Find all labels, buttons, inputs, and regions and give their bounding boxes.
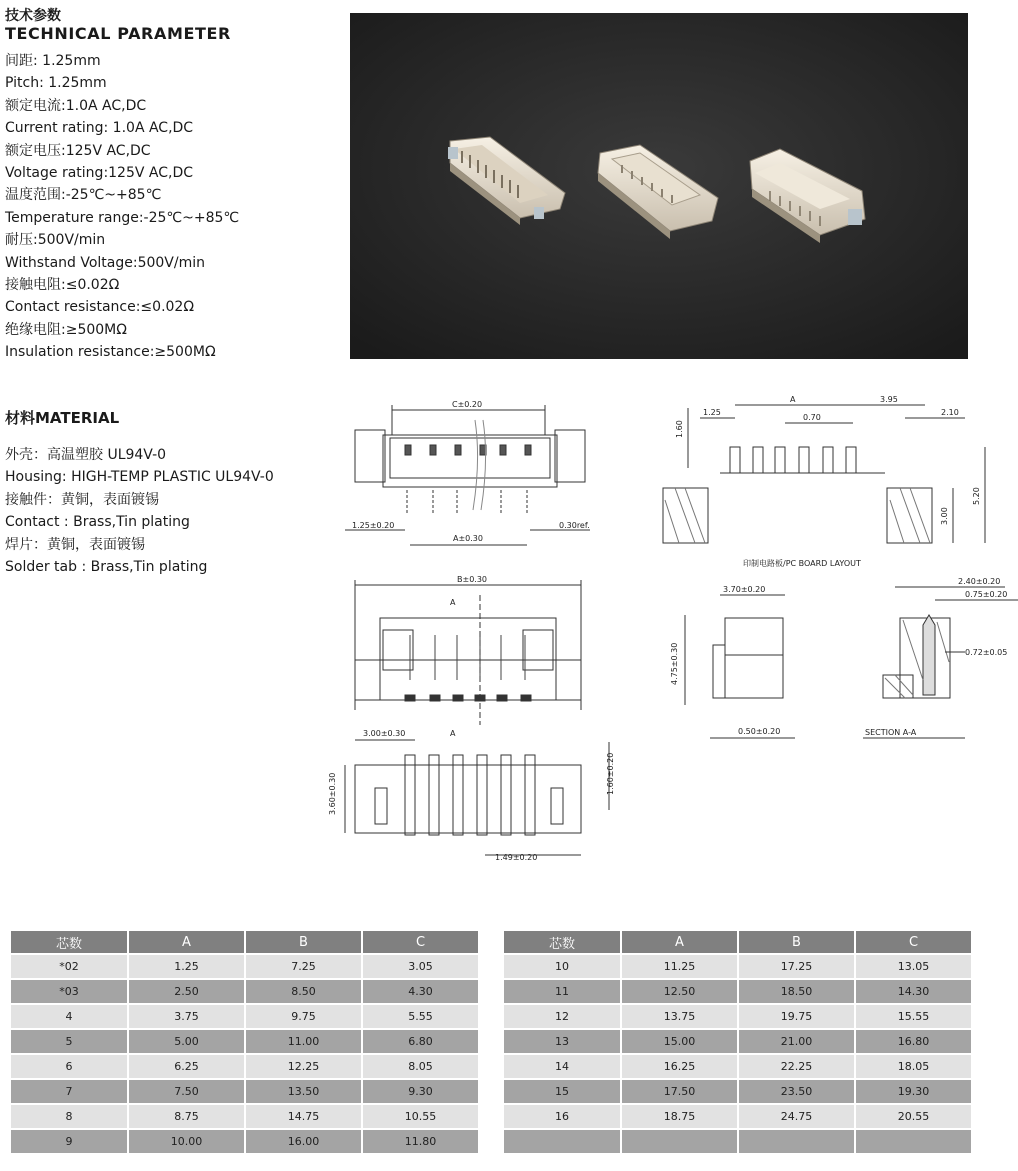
- cell: 13.50: [246, 1080, 361, 1103]
- table-row: [11, 955, 478, 978]
- cell: 8.75: [129, 1105, 244, 1128]
- spec-line: Voltage rating:125V AC,DC: [5, 165, 194, 182]
- material-line: 焊片：黄铜，表面镀锡: [5, 536, 145, 553]
- cell: 5.00: [129, 1030, 244, 1053]
- table-row: [504, 1130, 971, 1153]
- header-pins: 芯数: [504, 931, 620, 953]
- spec-line: 间距: 1.25mm: [5, 53, 101, 69]
- cell: 15: [504, 1080, 620, 1103]
- cell: 16.25: [622, 1055, 737, 1078]
- dim-bottom-height: 3.60±0.30: [328, 772, 337, 815]
- cell: 19.75: [739, 1005, 854, 1028]
- header-c: C: [856, 931, 971, 953]
- spec-line: Withstand Voltage:500V/min: [5, 254, 206, 271]
- spec-line: Pitch: 1.25mm: [5, 75, 107, 92]
- section-a-a: [863, 577, 1018, 738]
- material-title: 材料MATERIAL: [5, 409, 120, 427]
- cell: 5: [11, 1030, 127, 1053]
- table-row: [11, 1130, 478, 1153]
- dim-b: B±0.30: [457, 575, 488, 584]
- cell: 9.75: [246, 1005, 361, 1028]
- front-view: [345, 400, 590, 545]
- dim-ref: 0.30ref.: [559, 521, 590, 530]
- spec-line: 接触电阻:≤0.02Ω: [5, 277, 120, 294]
- dim-tab-width: 1.49±0.20: [495, 853, 538, 862]
- cell: 15.55: [856, 1005, 971, 1028]
- header-a: A: [622, 931, 737, 953]
- section-caption: SECTION A-A: [865, 728, 917, 737]
- material-line: Solder tab : Brass,Tin plating: [5, 559, 208, 576]
- dim-end-foot: 0.50±0.20: [738, 727, 781, 736]
- pcb-dim-395: 3.95: [880, 395, 898, 404]
- product-photo: [350, 13, 968, 359]
- cell: 1.25: [129, 955, 244, 978]
- cell: 2.50: [129, 980, 244, 1003]
- cell: 23.50: [739, 1080, 854, 1103]
- cell: 8.50: [246, 980, 361, 1003]
- technical-parameter-section: [5, 8, 340, 364]
- cell: [739, 1130, 854, 1153]
- cell: 10.00: [129, 1130, 244, 1153]
- side-view: [355, 575, 581, 738]
- header-b: B: [246, 931, 361, 953]
- dim-c: C±0.20: [452, 400, 483, 409]
- cell: 16.80: [856, 1030, 971, 1053]
- cell: 20.55: [856, 1105, 971, 1128]
- pcb-dim-160: 1.60: [675, 420, 684, 438]
- section-mark-bottom: A: [450, 729, 456, 738]
- cell: 18.75: [622, 1105, 737, 1128]
- cell: 24.75: [739, 1105, 854, 1128]
- cell: 7.50: [129, 1080, 244, 1103]
- spec-line: Temperature range:-25℃~+85℃: [5, 209, 240, 226]
- table-row: [504, 1080, 971, 1103]
- cell: [856, 1130, 971, 1153]
- cell: [504, 1130, 620, 1153]
- cell: 15.00: [622, 1030, 737, 1053]
- table-header-row: [504, 931, 971, 953]
- cell: 9: [11, 1130, 127, 1153]
- cell: 12.25: [246, 1055, 361, 1078]
- table-row: [11, 1105, 478, 1128]
- spec-title-cn: 技术参数: [5, 8, 61, 24]
- cell: 7: [11, 1080, 127, 1103]
- dim-bottom-width: 3.00±0.30: [363, 729, 406, 738]
- table-row: [11, 1055, 478, 1078]
- cell: 11: [504, 980, 620, 1003]
- cell: 17.25: [739, 955, 854, 978]
- cell: 12: [504, 1005, 620, 1028]
- cell: 22.25: [739, 1055, 854, 1078]
- spec-line: Insulation resistance:≥500MΩ: [5, 344, 216, 361]
- bottom-view: [328, 729, 615, 862]
- material-list: [5, 444, 340, 578]
- material-line: Contact : Brass,Tin plating: [5, 514, 190, 531]
- cell: 18.05: [856, 1055, 971, 1078]
- table-row: [504, 1055, 971, 1078]
- cell: [622, 1130, 737, 1153]
- header-a: A: [129, 931, 244, 953]
- cell: 6.80: [363, 1030, 478, 1053]
- pcb-dim-a: A: [790, 395, 796, 404]
- pc-board-layout: [663, 395, 985, 568]
- cell: 11.80: [363, 1130, 478, 1153]
- section-mark-top: A: [450, 598, 456, 607]
- dim-a: A±0.30: [453, 534, 483, 543]
- spec-line: 耐压:500V/min: [5, 232, 106, 249]
- pcb-dim-070: 0.70: [803, 413, 821, 422]
- spec-line: 额定电流:1.0A AC,DC: [5, 97, 147, 114]
- table-row: [504, 980, 971, 1003]
- dimension-table-right: [502, 929, 973, 1155]
- table-row: [504, 1030, 971, 1053]
- material-line: 接触件：黄铜，表面镀锡: [5, 491, 159, 508]
- header-c: C: [363, 931, 478, 953]
- cell: 21.00: [739, 1030, 854, 1053]
- cell: 5.55: [363, 1005, 478, 1028]
- spec-line: 绝缘电阻:≥500MΩ: [5, 321, 127, 338]
- header-b: B: [739, 931, 854, 953]
- cell: 12.50: [622, 980, 737, 1003]
- pcb-dim-210: 2.10: [941, 408, 959, 417]
- dimension-table-left: [9, 929, 480, 1155]
- cell: 7.25: [246, 955, 361, 978]
- dim-end-height: 4.75±0.30: [670, 642, 679, 685]
- cell: 13.05: [856, 955, 971, 978]
- material-line: Housing: HIGH-TEMP PLASTIC UL94V-0: [5, 469, 274, 486]
- cell: 13.75: [622, 1005, 737, 1028]
- cell: 14: [504, 1055, 620, 1078]
- cell: 11.00: [246, 1030, 361, 1053]
- pcb-dim-125: 1.25: [703, 408, 721, 417]
- dim-section-width: 2.40±0.20: [958, 577, 1001, 586]
- cell: 16: [504, 1105, 620, 1128]
- cell: 3.05: [363, 955, 478, 978]
- cell: 9.30: [363, 1080, 478, 1103]
- spec-line: 额定电压:125V AC,DC: [5, 142, 151, 159]
- table-header-row: [11, 931, 478, 953]
- cell: 8: [11, 1105, 127, 1128]
- cell: 14.30: [856, 980, 971, 1003]
- material-section: [5, 408, 340, 578]
- cell: 6.25: [129, 1055, 244, 1078]
- dim-section-thickness: 0.72±0.05: [965, 648, 1008, 657]
- cell: 13: [504, 1030, 620, 1053]
- spec-line: Contact resistance:≤0.02Ω: [5, 299, 195, 316]
- table-row: [11, 1080, 478, 1103]
- spec-list: [5, 50, 340, 364]
- cell: 3.75: [129, 1005, 244, 1028]
- cell: 10.55: [363, 1105, 478, 1128]
- cell: 4: [11, 1005, 127, 1028]
- cell: 10: [504, 955, 620, 978]
- cell: 19.30: [856, 1080, 971, 1103]
- spec-line: 温度范围:-25℃~+85℃: [5, 187, 162, 204]
- dim-pin-offset: 1.25±0.20: [352, 521, 395, 530]
- cell: 8.05: [363, 1055, 478, 1078]
- cell: 16.00: [246, 1130, 361, 1153]
- spec-line: Current rating: 1.0A AC,DC: [5, 120, 194, 137]
- cell: *03: [11, 980, 127, 1003]
- table-row: [504, 1005, 971, 1028]
- cell: 6: [11, 1055, 127, 1078]
- cell: 17.50: [622, 1080, 737, 1103]
- cell: 18.50: [739, 980, 854, 1003]
- header-pins: 芯数: [11, 931, 127, 953]
- cell: 11.25: [622, 955, 737, 978]
- dim-section-pin: 0.75±0.20: [965, 590, 1008, 599]
- spec-title-en: TECHNICAL PARAMETER: [5, 24, 231, 43]
- cell: *02: [11, 955, 127, 978]
- cell: 14.75: [246, 1105, 361, 1128]
- dim-tab-height: 1.60±0.20: [606, 752, 615, 795]
- table-row: [11, 1030, 478, 1053]
- cell: 4.30: [363, 980, 478, 1003]
- table-row: [11, 1005, 478, 1028]
- table-row: [11, 980, 478, 1003]
- table-row: [504, 955, 971, 978]
- table-row: [504, 1105, 971, 1128]
- end-view: [670, 585, 795, 738]
- pcb-dim-520: 5.20: [972, 487, 981, 505]
- dim-end-width: 3.70±0.20: [723, 585, 766, 594]
- material-line: 外壳：高温塑胶 UL94V-0: [5, 447, 167, 463]
- pcb-dim-300: 3.00: [940, 507, 949, 525]
- technical-drawings: [325, 390, 1018, 874]
- pcb-caption: 印制电路板/PC BOARD LAYOUT: [743, 559, 861, 568]
